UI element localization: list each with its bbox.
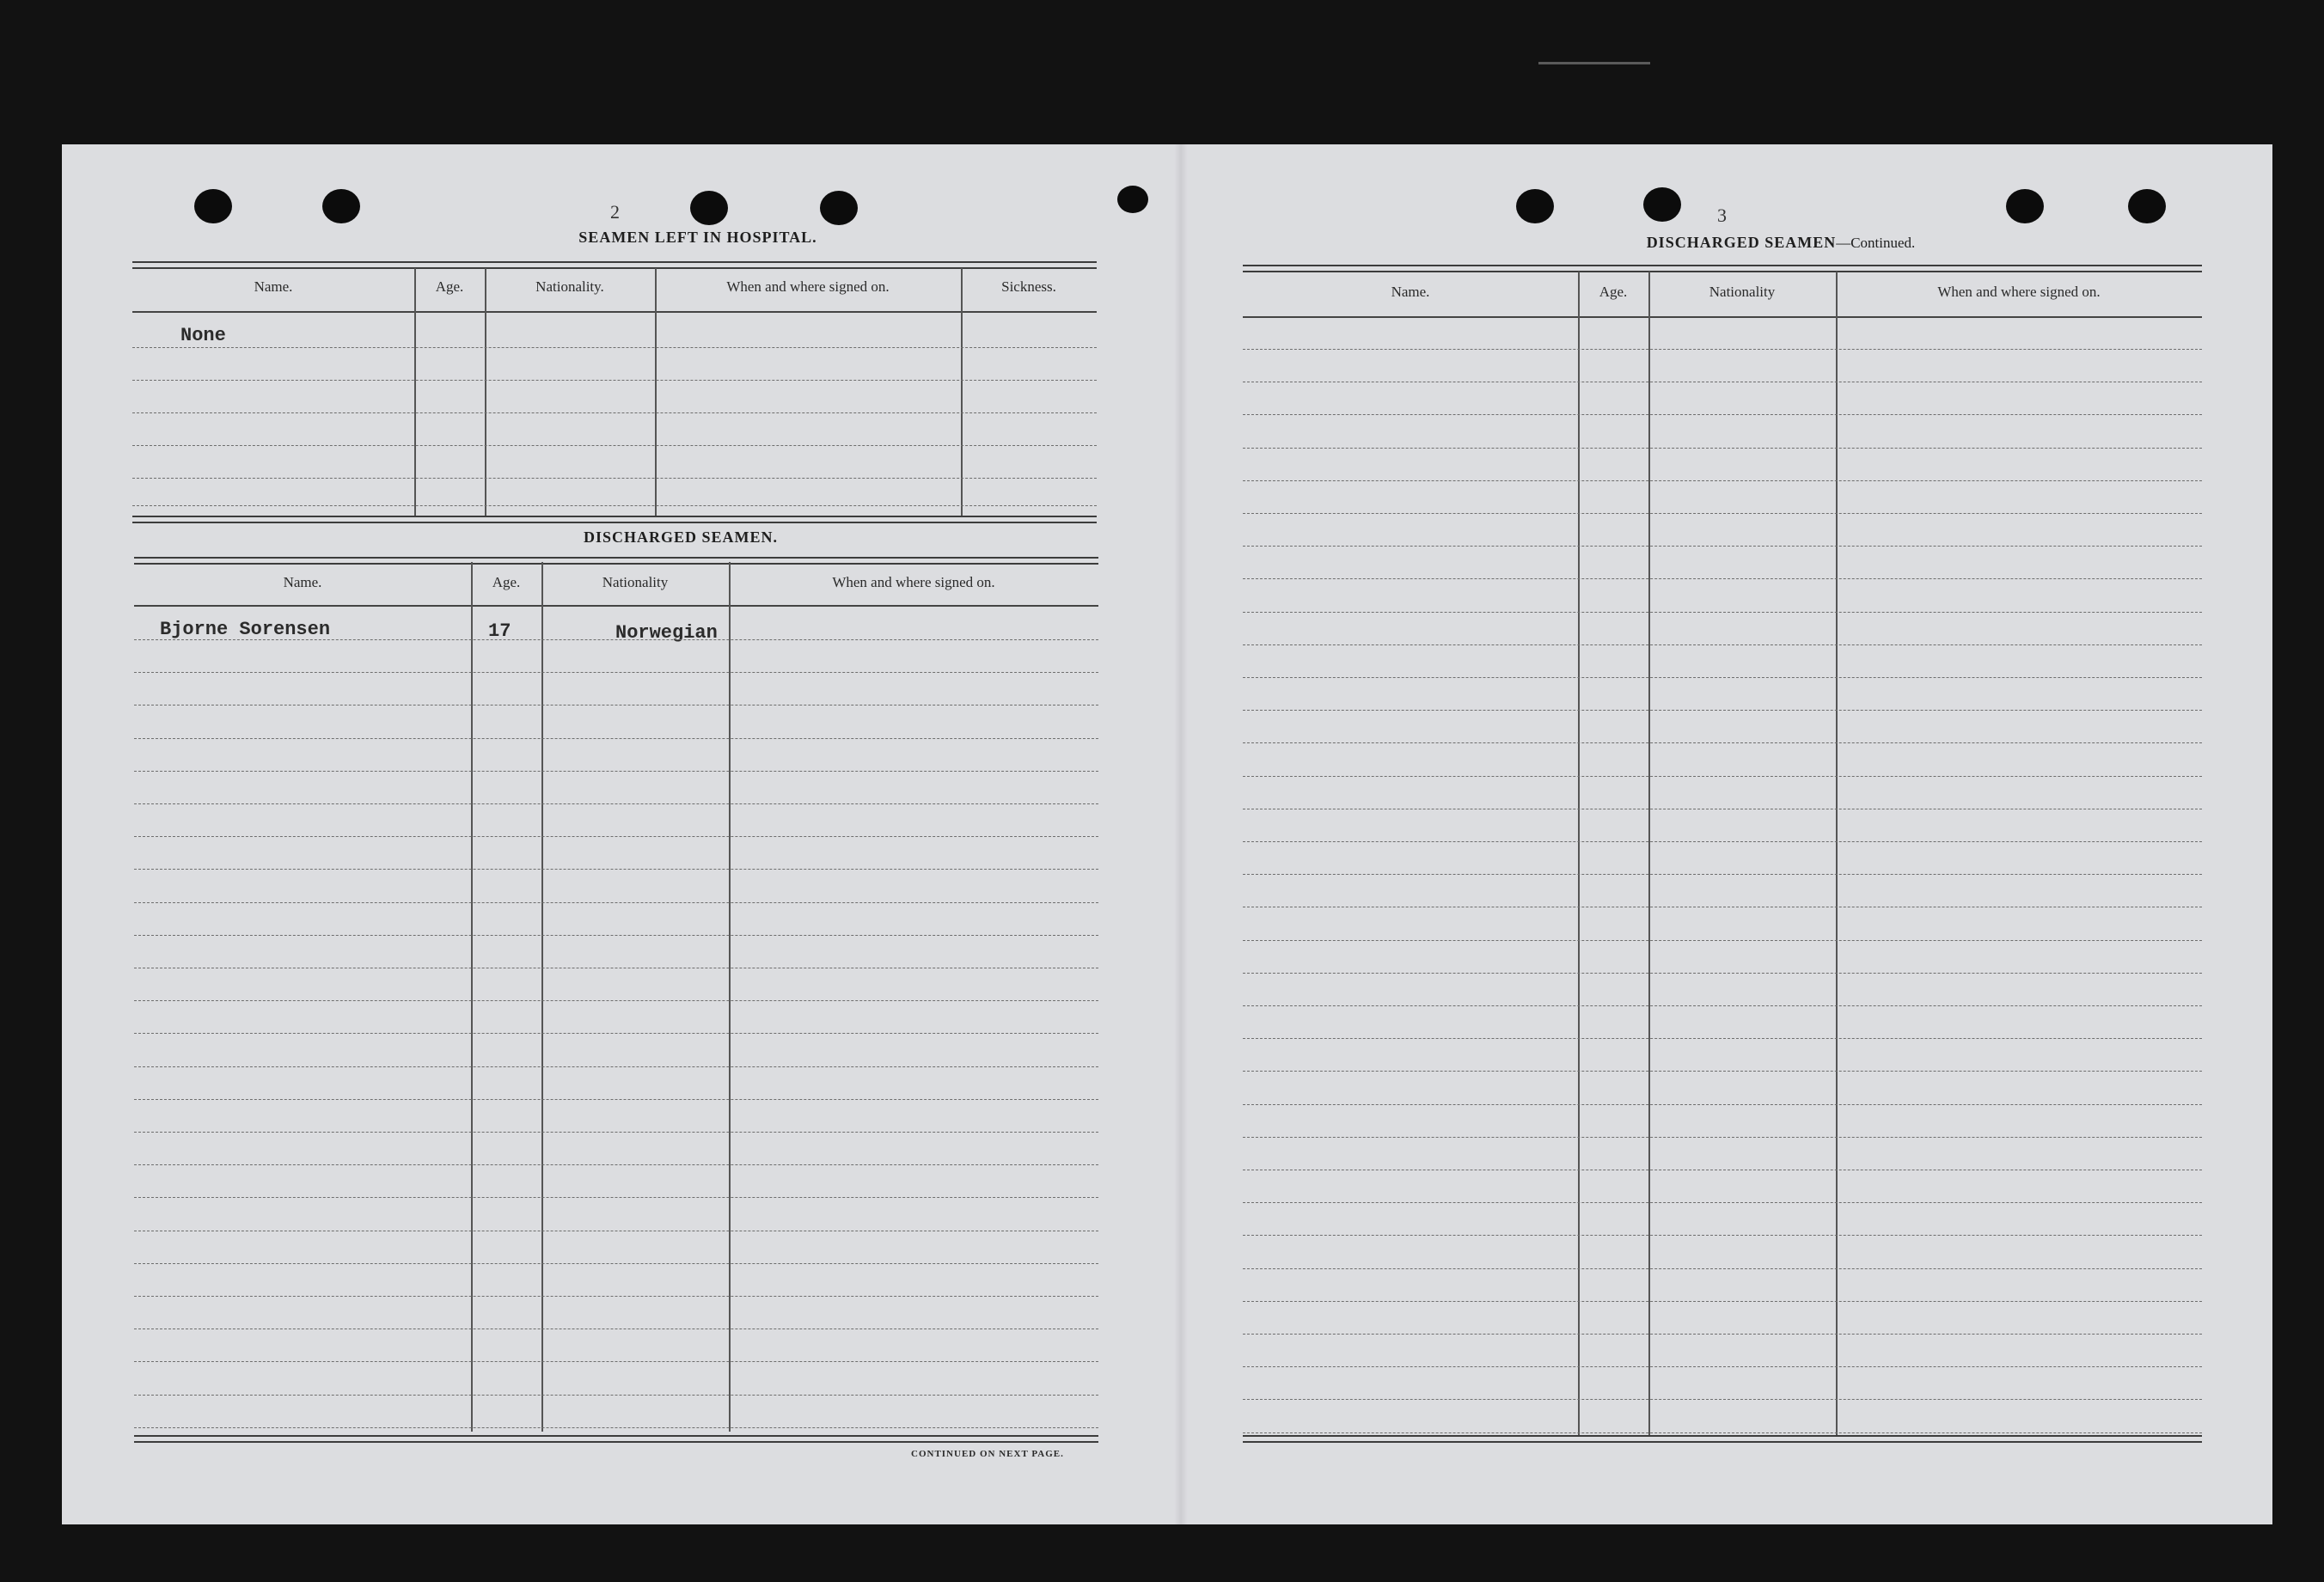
header-rule xyxy=(1243,316,2202,318)
punch-hole xyxy=(2128,189,2166,223)
row-line xyxy=(134,1395,1098,1396)
table-top-rule xyxy=(1243,265,2202,272)
header-age: Age. xyxy=(435,278,464,295)
header-age: Age. xyxy=(1599,284,1628,300)
right-page-number: 3 xyxy=(1717,205,1727,226)
punch-hole xyxy=(1117,186,1148,213)
row-line xyxy=(134,1066,1098,1067)
row-line xyxy=(1243,973,2202,974)
row-line xyxy=(1243,940,2202,941)
row-line xyxy=(1243,448,2202,449)
table-top-rule xyxy=(134,557,1098,565)
row-line xyxy=(1243,1071,2202,1072)
punch-hole xyxy=(194,189,232,223)
punch-hole xyxy=(322,189,360,223)
row-line xyxy=(134,1427,1098,1428)
row-line xyxy=(1243,841,2202,842)
discharged-table xyxy=(134,557,1098,1442)
row-line xyxy=(132,478,1097,479)
header-rule xyxy=(134,605,1098,607)
punch-hole xyxy=(1643,187,1681,222)
row-line xyxy=(1243,1038,2202,1039)
column-rule xyxy=(485,268,486,517)
discharged-age: 17 xyxy=(488,620,511,642)
row-line xyxy=(1243,1301,2202,1302)
header-nationality: Nationality xyxy=(602,574,669,590)
row-line xyxy=(1243,644,2202,645)
left-page-number: 2 xyxy=(610,201,620,223)
center-fold xyxy=(1174,144,1188,1524)
header-age: Age. xyxy=(492,574,521,590)
right-section-title xyxy=(1497,234,2064,252)
column-rule xyxy=(541,562,543,1432)
row-line xyxy=(134,1099,1098,1100)
header-signed-on: When and where signed on. xyxy=(726,278,890,295)
hospital-section-title: SEAMEN LEFT IN HOSPITAL. xyxy=(578,229,817,246)
row-line xyxy=(1243,513,2202,514)
row-line xyxy=(134,1132,1098,1133)
row-line xyxy=(1243,874,2202,875)
row-line xyxy=(134,771,1098,772)
row-line xyxy=(1243,1235,2202,1236)
header-signed-on: When and where signed on. xyxy=(832,574,995,590)
row-line xyxy=(134,1361,1098,1362)
column-rule xyxy=(729,562,731,1432)
row-line xyxy=(1243,480,2202,481)
row-line xyxy=(134,836,1098,837)
punch-hole xyxy=(1516,189,1554,223)
header-nationality: Nationality. xyxy=(535,278,604,295)
row-line xyxy=(1243,1005,2202,1006)
row-line xyxy=(134,902,1098,903)
row-line xyxy=(134,1263,1098,1264)
row-line xyxy=(1243,776,2202,777)
row-line xyxy=(1243,1366,2202,1367)
column-rule xyxy=(471,562,473,1432)
header-name: Name. xyxy=(283,574,322,590)
header-name: Name. xyxy=(1391,284,1430,300)
row-line xyxy=(134,1033,1098,1034)
right-title-main: DISCHARGED SEAMEN xyxy=(1646,234,1837,251)
column-rule xyxy=(414,268,416,517)
right-title-suffix: —Continued. xyxy=(1836,235,1916,251)
row-line xyxy=(132,412,1097,413)
continued-footnote: CONTINUED ON NEXT PAGE. xyxy=(911,1449,1064,1459)
row-line xyxy=(134,869,1098,870)
row-line xyxy=(132,380,1097,381)
row-line xyxy=(134,1296,1098,1297)
row-line xyxy=(134,1000,1098,1001)
row-line xyxy=(1243,1137,2202,1138)
punch-hole xyxy=(690,191,728,225)
row-line xyxy=(134,1164,1098,1165)
row-line xyxy=(1243,742,2202,743)
discharged-section-title: DISCHARGED SEAMEN. xyxy=(583,528,779,546)
row-line xyxy=(1243,414,2202,415)
row-line xyxy=(1243,677,2202,678)
row-line xyxy=(134,672,1098,673)
row-line xyxy=(1243,710,2202,711)
punch-hole xyxy=(820,191,858,225)
header-sickness: Sickness. xyxy=(1001,278,1056,295)
column-rule xyxy=(1836,272,1838,1435)
column-rule xyxy=(961,268,963,517)
hospital-entry: None xyxy=(180,325,226,346)
header-nationality: Nationality xyxy=(1709,284,1776,300)
header-name: Name. xyxy=(254,278,293,295)
row-line xyxy=(134,935,1098,936)
row-line xyxy=(1243,1268,2202,1269)
row-line xyxy=(134,1197,1098,1198)
discharged-continued-table xyxy=(1243,265,2202,1445)
row-line xyxy=(1243,1334,2202,1335)
table-bottom-rule xyxy=(134,1435,1098,1443)
row-line xyxy=(1243,349,2202,350)
row-line xyxy=(1243,1399,2202,1400)
table-bottom-rule xyxy=(1243,1435,2202,1443)
ledger-sheet xyxy=(62,144,2272,1524)
row-line xyxy=(132,445,1097,446)
row-line xyxy=(1243,578,2202,579)
header-rule xyxy=(132,311,1097,313)
table-bottom-rule xyxy=(132,516,1097,523)
row-line xyxy=(1243,612,2202,613)
row-line xyxy=(134,738,1098,739)
row-line xyxy=(1243,1104,2202,1105)
row-line xyxy=(1243,546,2202,547)
row-line xyxy=(134,639,1098,640)
row-line xyxy=(134,803,1098,804)
column-rule xyxy=(655,268,657,517)
row-line xyxy=(132,347,1097,348)
top-edge-mark xyxy=(1538,62,1650,64)
row-line xyxy=(1243,1202,2202,1203)
column-rule xyxy=(1648,272,1650,1435)
punch-hole xyxy=(2006,189,2044,223)
hospital-table xyxy=(132,261,1097,519)
column-rule xyxy=(1578,272,1580,1435)
table-top-rule xyxy=(132,261,1097,269)
header-signed-on: When and where signed on. xyxy=(1937,284,2101,300)
discharged-name: Bjorne Sorensen xyxy=(160,619,331,640)
row-line xyxy=(1243,1432,2202,1433)
discharged-nationality: Norwegian xyxy=(615,622,718,644)
row-line xyxy=(132,505,1097,506)
